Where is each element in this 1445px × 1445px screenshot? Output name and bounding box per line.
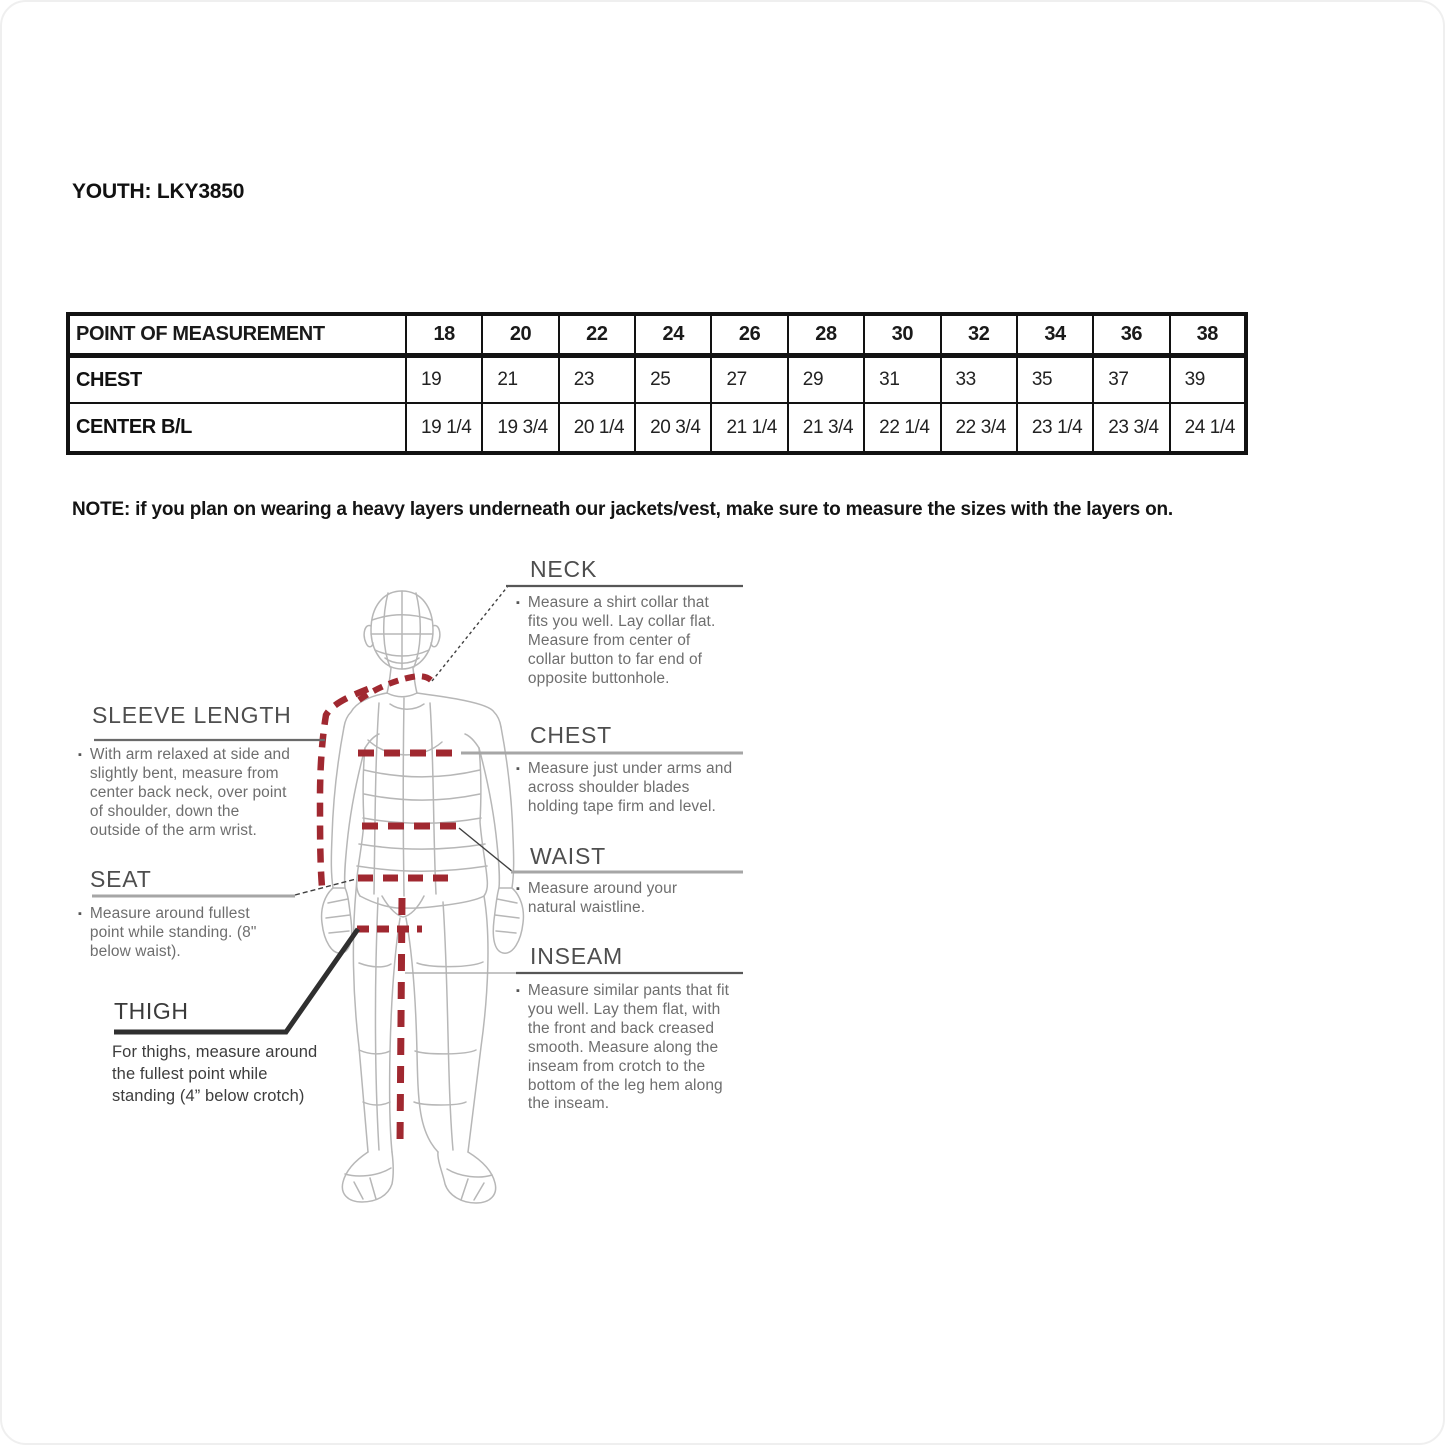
table-cell: 27	[711, 356, 787, 404]
table-header-size: 28	[788, 314, 864, 356]
table-cell: 25	[635, 356, 711, 404]
chest-section	[516, 722, 733, 815]
size-table	[66, 312, 1248, 455]
table-cell: 20 3/4	[635, 403, 711, 453]
seat-section	[78, 866, 257, 960]
waist-section	[516, 843, 678, 916]
inseam-heading: INSEAM	[530, 943, 623, 969]
table-cell: 19 3/4	[482, 403, 558, 453]
bullet-square-icon: ▪	[516, 883, 520, 895]
table-cell: 23	[559, 356, 635, 404]
sleeve-dash-line	[320, 689, 368, 887]
inseam-description: ▪ Measure similar pants that fit you well. Lay them flat, with the front and back creased smooth. Measure along the inseam from crotch to the bottom of the leg hem along the inseam.	[516, 982, 730, 1113]
table-cell: 23 1/4	[1017, 403, 1093, 453]
table-cell: 21 1/4	[711, 403, 787, 453]
thigh-section	[112, 998, 318, 1105]
table-cell: 22 1/4	[864, 403, 940, 453]
waist-heading: WAIST	[530, 843, 606, 869]
seat-description: ▪ Measure around fullest point while standing. (8" below waist).	[78, 905, 257, 960]
bullet-square-icon: ▪	[78, 908, 82, 920]
table-cell: 31	[864, 356, 940, 404]
table-cell: 33	[941, 356, 1017, 404]
table-cell: 24 1/4	[1170, 403, 1246, 453]
bullet-square-icon: ▪	[78, 749, 82, 761]
bullet-square-icon: ▪	[516, 985, 520, 997]
measurement-dash-lines	[320, 676, 460, 1144]
bullet-square-icon: ▪	[516, 763, 520, 775]
thigh-description: For thighs, measure around the fullest point while standing (4” below crotch)	[112, 1043, 318, 1105]
table-cell: 20 1/4	[559, 403, 635, 453]
page-title: YOUTH: LKY3850	[72, 180, 245, 203]
body-wireframe-figure	[322, 591, 524, 1203]
neck-description: ▪ Measure a shirt collar that fits you well. Lay collar flat. Measure from center of collar button to far end of opposite buttonhole.	[516, 594, 716, 687]
sleeve-length-heading: SLEEVE LENGTH	[92, 702, 292, 728]
table-header-size: 24	[635, 314, 711, 356]
table-header-size: 32	[941, 314, 1017, 356]
chest-heading: CHEST	[530, 722, 612, 748]
inseam-section	[516, 943, 730, 1113]
table-header-size: 38	[1170, 314, 1246, 356]
table-cell: 21 3/4	[788, 403, 864, 453]
table-cell: 22 3/4	[941, 403, 1017, 453]
neck-section	[516, 556, 716, 687]
table-cell: 23 3/4	[1093, 403, 1169, 453]
table-header-point-of-measurement: POINT OF MEASUREMENT	[68, 314, 406, 356]
table-header-size: 30	[864, 314, 940, 356]
thigh-heading: THIGH	[114, 998, 189, 1024]
waist-leader-diagonal	[459, 828, 513, 872]
chest-description: ▪ Measure just under arms and across shoulder blades holding tape firm and level.	[516, 760, 733, 815]
table-row-chest	[68, 356, 1246, 404]
row-label-center-bl: CENTER B/L	[68, 403, 406, 453]
table-cell: 37	[1093, 356, 1169, 404]
seat-heading: SEAT	[90, 866, 152, 892]
sleeve-length-section	[78, 702, 292, 839]
seat-leader-diagonal	[295, 879, 356, 895]
table-header-size: 18	[406, 314, 482, 356]
inseam-dash-line	[400, 898, 402, 1144]
neck-heading: NECK	[530, 556, 598, 582]
table-cell: 19 1/4	[406, 403, 482, 453]
waist-description: ▪ Measure around your natural waistline.	[516, 880, 678, 916]
sleeve-length-description: ▪ With arm relaxed at side and slightly bent, measure from center back neck, over point of shoulder, down the outside of the arm wrist.	[78, 746, 290, 839]
table-header-size: 26	[711, 314, 787, 356]
table-header-size: 20	[482, 314, 558, 356]
table-cell: 39	[1170, 356, 1246, 404]
table-cell: 21	[482, 356, 558, 404]
table-header-row	[68, 314, 1246, 356]
row-label-chest: CHEST	[68, 356, 406, 404]
table-row-center-bl	[68, 403, 1246, 453]
table-cell: 35	[1017, 356, 1093, 404]
table-header-size: 22	[559, 314, 635, 356]
table-cell: 29	[788, 356, 864, 404]
table-header-size: 36	[1093, 314, 1169, 356]
table-header-size: 34	[1017, 314, 1093, 356]
table-cell: 19	[406, 356, 482, 404]
neck-leader-diagonal	[432, 586, 508, 681]
note-text: NOTE: if you plan on wearing a heavy layers underneath our jackets/vest, make sure to measure the sizes with the layers on.	[72, 499, 1174, 520]
neck-dash-line	[359, 676, 432, 700]
bullet-square-icon: ▪	[516, 597, 520, 609]
